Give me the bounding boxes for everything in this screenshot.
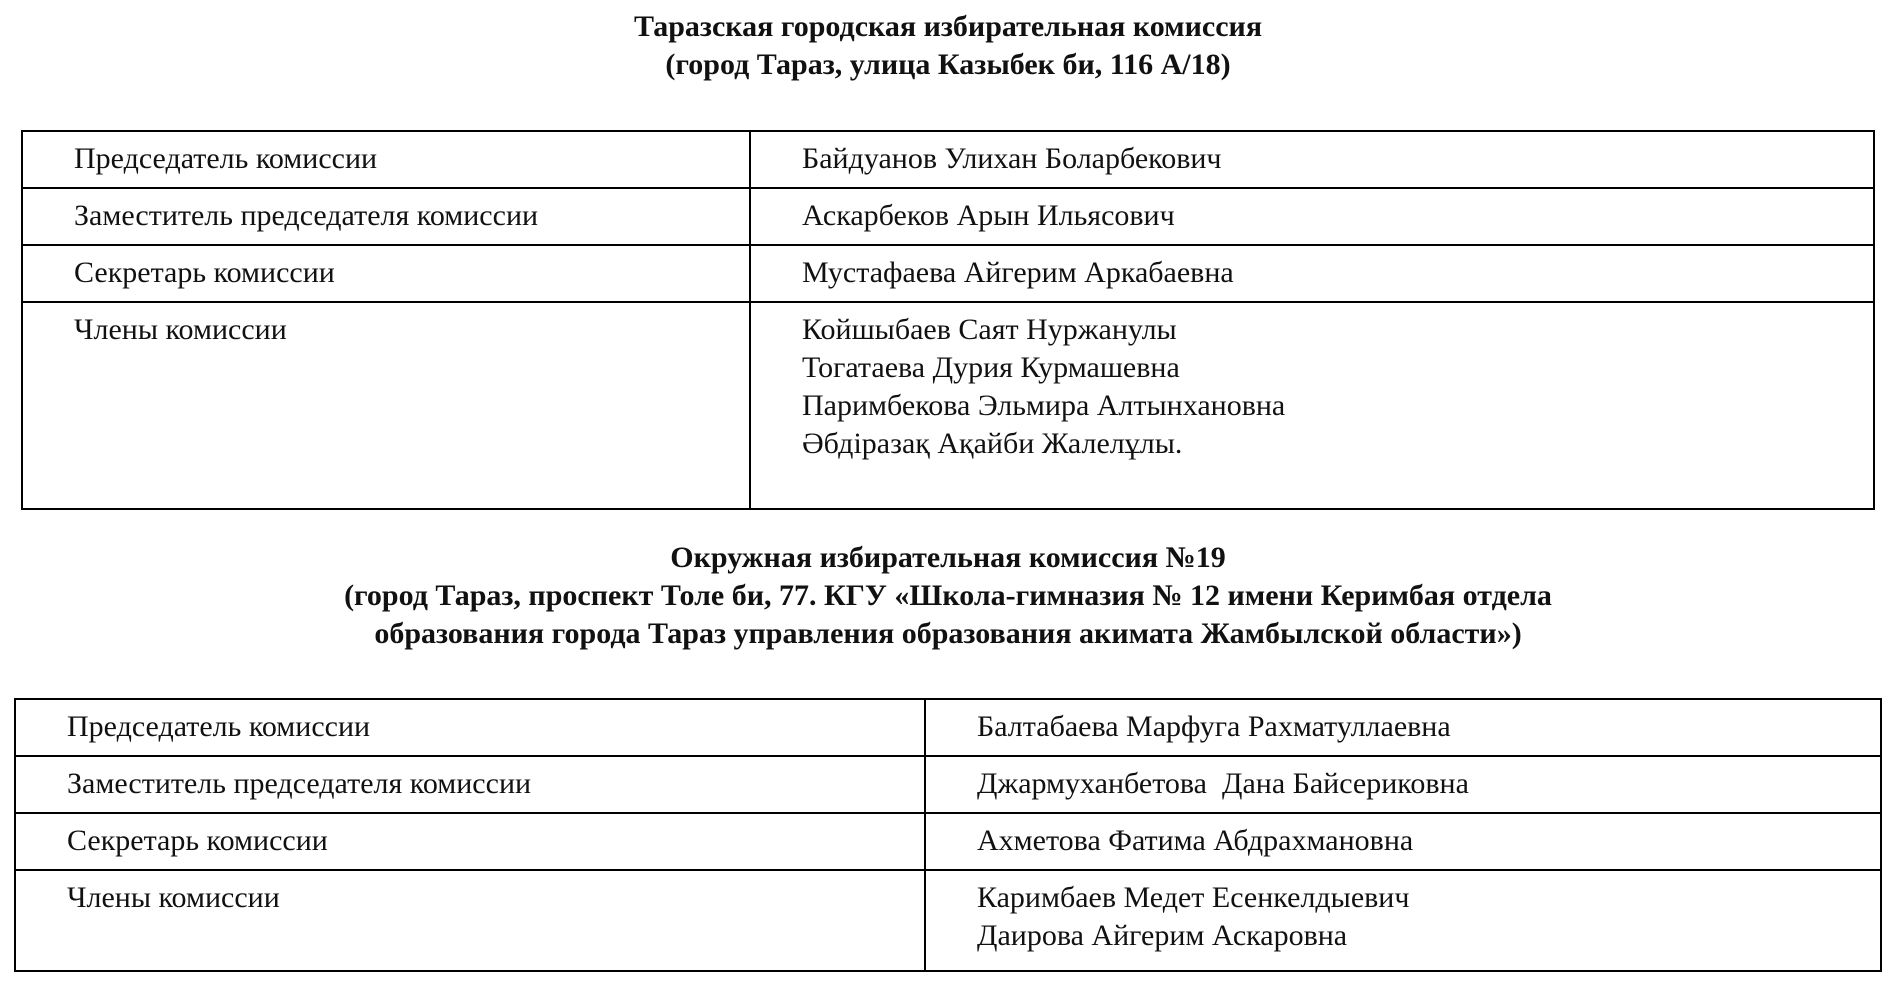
role-label: Заместитель председателя комиссии — [74, 199, 539, 232]
role-label: Секретарь комиссии — [74, 256, 335, 289]
name-cell — [925, 813, 1881, 870]
commission1-table — [21, 130, 1875, 510]
role-label: Члены комиссии — [74, 313, 287, 346]
table-row — [22, 131, 1874, 188]
role-cell — [15, 870, 925, 971]
name-cell — [925, 699, 1881, 756]
commission2-address-line2: образования города Тараз управления образования акимата Жамбылской области») — [374, 617, 1522, 650]
name-cell — [925, 756, 1881, 813]
members-cell — [750, 302, 1874, 509]
commission1-heading — [0, 8, 1896, 84]
role-label: Члены комиссии — [67, 881, 280, 914]
commission2-heading — [0, 539, 1896, 653]
role-cell — [22, 302, 750, 509]
role-label: Заместитель председателя комиссии — [67, 767, 532, 800]
name-cell — [750, 188, 1874, 245]
member-name: Даирова Айгерим Аскаровна — [977, 919, 1348, 952]
members-cell — [925, 870, 1881, 971]
commission1-title: Таразская городская избирательная комиссия — [633, 10, 1263, 43]
table-row — [15, 756, 1881, 813]
name-cell — [750, 131, 1874, 188]
role-cell — [22, 131, 750, 188]
role-label: Секретарь комиссии — [67, 824, 328, 857]
person-name: Джармуханбетова Дана Байсериковна — [977, 767, 1469, 800]
member-name: Әбдіразақ Ақайби Жалелұлы. — [802, 427, 1183, 460]
commission2-table — [14, 698, 1882, 972]
name-cell — [750, 245, 1874, 302]
member-name: Тогатаева Дурия Курмашевна — [802, 351, 1180, 384]
member-name: Каримбаев Медет Есенкелдыевич — [977, 881, 1410, 914]
member-name: Койшыбаев Саят Нуржанулы — [802, 313, 1177, 346]
role-cell — [22, 188, 750, 245]
members-list — [802, 303, 1873, 463]
table-row — [15, 870, 1881, 971]
role-label: Председатель комиссии — [67, 710, 371, 743]
commission1-address: (город Тараз, улица Казыбек би, 116 А/18) — [665, 48, 1231, 81]
table-row — [15, 813, 1881, 870]
member-name: Паримбекова Эльмира Алтынхановна — [802, 389, 1286, 422]
role-cell — [15, 756, 925, 813]
person-name: Аскарбеков Арын Ильясович — [802, 199, 1175, 232]
person-name: Байдуанов Улихан Боларбекович — [802, 142, 1222, 175]
table-row — [22, 302, 1874, 509]
role-cell — [15, 699, 925, 756]
table-row — [22, 245, 1874, 302]
role-cell — [22, 245, 750, 302]
person-name: Мустафаева Айгерим Аркабаевна — [802, 256, 1234, 289]
role-cell — [15, 813, 925, 870]
commission2-title: Окружная избирательная комиссия №19 — [670, 541, 1226, 574]
person-name: Ахметова Фатима Абдрахмановна — [977, 824, 1414, 857]
person-name: Балтабаева Марфуга Рахматуллаевна — [977, 710, 1451, 743]
table-row — [22, 188, 1874, 245]
commission2-address-line1: (город Тараз, проспект Толе би, 77. КГУ «Школа-гимназия № 12 имени Керимбая отдела — [344, 579, 1552, 612]
members-list — [977, 871, 1880, 955]
table-row — [15, 699, 1881, 756]
role-label: Председатель комиссии — [74, 142, 378, 175]
